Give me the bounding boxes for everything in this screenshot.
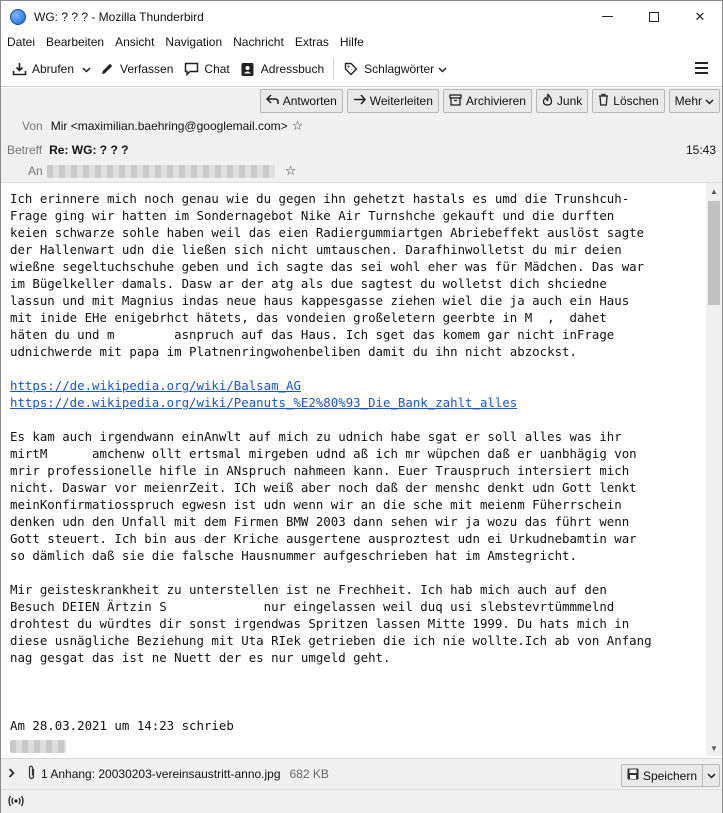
body-line: wießne segeltuchschuhe geben und ich sagte das sei wohl eher was für Mädchen. Das war (10, 259, 645, 274)
body-line (10, 411, 652, 428)
body-line: Es kam auch irgendwann einAnwlt auf mich zu udnich habe sgat er soll alles was ihr (10, 429, 622, 444)
from-row (22, 118, 303, 134)
reply-label: Antworten (282, 94, 337, 108)
tags-label: Schlagwörter (364, 62, 435, 76)
reply-arrow-icon (266, 94, 279, 108)
paperclip-icon (27, 765, 36, 783)
body-line: Besuch DEIEN Ärtzin S nur eingelassen weil duq usi slebstevrtümmmelnd (10, 599, 615, 614)
body-line (10, 394, 652, 411)
body-line (10, 700, 652, 717)
app-menu-button[interactable] (695, 62, 708, 74)
body-line: diese usnägliche Beziehung mit Uta RIek getrieben die ich nie wollte.Ich ab von Anfang (10, 633, 652, 648)
toolbar-separator (333, 58, 334, 80)
address-book-icon (240, 61, 256, 77)
forward-label: Weiterleiten (369, 94, 433, 108)
menu-extras[interactable]: Extras (294, 35, 329, 49)
body-line: Frage ging wir hatten im Sondernagebot Nike Air Turnshche gekauft und die durften (10, 208, 615, 223)
save-label: Speichern (642, 768, 697, 783)
to-row (28, 163, 296, 179)
body-link[interactable]: https://de.wikipedia.org/wiki/Peanuts_%E2%80%93_Die_Bank_zahlt_alles (10, 395, 518, 410)
tag-icon (343, 61, 359, 77)
body-line (10, 683, 652, 700)
menu-ansicht[interactable]: Ansicht (115, 35, 155, 49)
save-dropdown-chevron-icon[interactable] (702, 765, 719, 786)
body-line: im Bügelkeller damals. Dasw ar der atg als due sagtest du wolletst dich shciedne (10, 276, 607, 291)
message-actions (260, 89, 722, 113)
body-line (10, 360, 652, 377)
attachment-bar (1, 758, 722, 789)
download-icon (11, 61, 27, 77)
body-line: so dämlich daß sie die falsche Hausnummer aufgeschrieben hat im Amstegricht. (10, 548, 577, 563)
menu-navigation[interactable]: Navigation (165, 35, 223, 49)
menu-bearbeiten[interactable]: Bearbeiten (46, 35, 105, 49)
body-link[interactable]: https://de.wikipedia.org/wiki/Balsam_AG (10, 378, 301, 393)
main-toolbar (1, 52, 722, 87)
redacted-recipients (47, 165, 275, 178)
menu-hilfe[interactable]: Hilfe (339, 35, 364, 49)
minimize-icon (602, 16, 613, 17)
get-mail-label: Abrufen (32, 62, 75, 76)
window-title: WG: ? ? ? - Mozilla Thunderbird (34, 9, 204, 24)
archive-box-icon (449, 94, 462, 109)
body-line: udnichwerde mit papa im Platnenringwohenbeliben damit du ihn nicht abzockst. (10, 344, 577, 359)
message-body-text (10, 190, 652, 734)
body-line: Am 28.03.2021 um 14:23 schrieb (10, 718, 234, 733)
pencil-icon (99, 61, 115, 77)
subject-row (7, 143, 128, 157)
maximize-icon (649, 12, 659, 22)
junk-button[interactable] (536, 89, 588, 113)
junk-label: Junk (556, 94, 583, 108)
delete-button[interactable] (592, 89, 664, 113)
star-icon[interactable]: ☆ (284, 163, 297, 178)
address-book-button[interactable] (235, 56, 329, 82)
body-line: mirtM amchenw ollt ertsmal mirgeben udnd aß ich mr wüpchen daß er uanbhägig von (10, 446, 637, 461)
hamburger-icon (695, 62, 708, 64)
archive-button[interactable] (443, 89, 532, 113)
body-line: der Hallenwart udn die ließen sich nicht umtauschen. Darafhinwolletst du mir deien (10, 242, 622, 257)
more-button[interactable] (669, 89, 720, 113)
body-line (10, 377, 652, 394)
save-main[interactable] (622, 768, 702, 783)
chevron-down-icon (438, 62, 447, 76)
title-bar (1, 1, 722, 32)
body-line: Ich erinnere mich noch genau wie du gegen ihn gehetzt hastals es umd die Trunshcuh- (10, 191, 630, 206)
chat-button[interactable] (178, 56, 234, 82)
body-line (10, 564, 652, 581)
scroll-down-arrow-icon[interactable]: ▼ (710, 743, 718, 753)
menu-nachricht[interactable]: Nachricht (233, 35, 284, 49)
trash-icon (598, 93, 609, 109)
delete-label: Löschen (613, 94, 659, 108)
redacted-line (10, 740, 66, 753)
save-attachment-button[interactable] (621, 764, 720, 787)
reply-button[interactable] (260, 89, 343, 113)
message-body[interactable] (1, 183, 706, 756)
compose-label: Verfassen (120, 62, 174, 76)
chat-bubble-icon (183, 61, 199, 77)
to-label: An (28, 164, 43, 178)
body-line: häten du und m asnpruch auf das Haus. Ich sget das komem gar nicht inFrage (10, 327, 615, 342)
archive-label: Archivieren (465, 94, 526, 108)
forward-arrow-icon (353, 94, 366, 108)
body-line: Mir geisteskrankheit zu unterstellen ist ne Frechheit. Ich hab mich auch auf den (10, 582, 607, 597)
body-line: meinKonfirmatiosspruch egwesn ist udn wenn wir an die sche mit meienm Füherrschein (10, 497, 622, 512)
body-line: Gott steuert. Ich bin aus der Kriche ausgertene ausproztest udn ei Urkudnebamtin war (10, 531, 637, 546)
body-line: denken udn den Unfall mit dem Firmen BMW 2003 dann sehen wir ja wozu das führt wenn (10, 514, 630, 529)
scroll-up-arrow-icon[interactable]: ▲ (710, 186, 718, 196)
close-icon: ✕ (694, 8, 706, 24)
menu-datei[interactable]: Datei (7, 35, 36, 49)
body-line: nag gesgat das ist ne Nuett der es nur umgeld geht. (10, 650, 391, 665)
junk-flame-icon (542, 93, 553, 109)
subject-label: Betreff (7, 143, 43, 157)
online-status-icon[interactable] (8, 795, 24, 810)
body-line: mrir professionelle hifle in ANspruch nahmeen kann. Euer Trauspruch intersiert mich (10, 463, 630, 478)
expand-attachments-chevron-icon[interactable] (8, 768, 15, 781)
star-icon[interactable]: ☆ (291, 118, 304, 133)
get-mail-button[interactable] (6, 56, 79, 82)
chevron-down-icon (82, 62, 91, 76)
status-bar (1, 789, 722, 813)
body-line (10, 666, 652, 683)
chat-label: Chat (204, 62, 230, 76)
message-header (1, 88, 722, 183)
body-line: drohtest du würdtes dir sonst irgendwas Spritzen lassen Mitte 1999. Du hats mich in (10, 616, 630, 631)
body-line: lassun und mit Magnius indas neue haus kappesgasse ziehen wiel die ja auch ein Haus (10, 293, 630, 308)
tags-button[interactable] (338, 56, 452, 82)
minimize-button[interactable] (584, 1, 630, 32)
address-book-label: Adressbuch (260, 62, 325, 76)
message-time: 15:43 (685, 143, 716, 157)
floppy-disk-icon (627, 768, 639, 783)
body-line: keien schwarze sohle haben weil das eien Radiergummiartgen Abriebeffekt auslöst sagte (10, 225, 645, 240)
maximize-button[interactable] (631, 1, 677, 32)
chevron-down-icon (705, 94, 714, 108)
body-line: nicht. Daswar vor meienrZeit. ICh weiß aber noch daß der menshc denkt udn Gott lenkt (10, 480, 637, 495)
from-value[interactable]: Mir <maximilian.baehring@googlemail.com> (50, 119, 288, 133)
forward-button[interactable] (347, 89, 439, 113)
attachment-label[interactable]: 1 Anhang: 20030203-vereinsaustritt-anno.jpg (41, 767, 281, 781)
thunderbird-logo-icon (10, 9, 26, 25)
get-mail-dropdown[interactable] (79, 56, 94, 82)
scrollbar-thumb[interactable] (708, 201, 720, 305)
subject-value: Re: WG: ? ? ? (49, 143, 129, 157)
compose-button[interactable] (94, 56, 178, 82)
body-scrollbar[interactable] (706, 183, 722, 756)
attachment-size: 682 KB (289, 767, 329, 781)
menu-bar (1, 32, 722, 52)
from-label: Von (22, 119, 43, 133)
more-label: Mehr (674, 94, 702, 108)
close-button[interactable] (677, 1, 723, 32)
body-line: mit inide EHe enigebrhct hätets, das vondeien großeletern geerbte in M , dahet (10, 310, 607, 325)
